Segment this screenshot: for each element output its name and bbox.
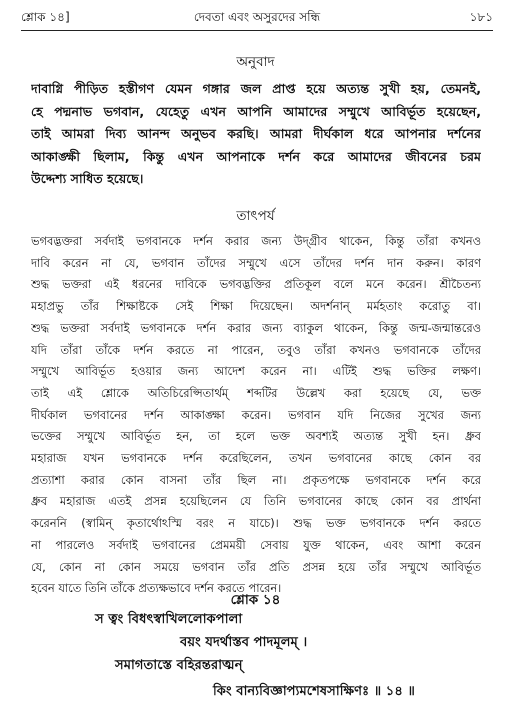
purport-line: দীর্ঘকাল ভগবানের দর্শন আকাঙ্ক্ষা করেন। ভগবান যদি নিজের সুখের জন্য [31, 407, 481, 422]
header-divider [21, 30, 493, 31]
header-verse-ref: শ্লোক ১৪] [21, 10, 70, 24]
purport-line: প্রত্যাশা করার কোন বাসনা তাঁর ছিল না। প্রকৃতপক্ষে ভগবানকে দর্শন করে [31, 472, 481, 487]
purport-line: ভক্তের সম্মুখে আবির্ভূত হন, তা হলে ভক্ত অবশ্যই অত্যন্ত সুখী হন। ধ্রুব [31, 429, 481, 444]
purport-line: যদি তাঁরা তাঁকে দর্শন করতে না পারেন, তবুও তাঁরা কখনও ভগবানকে তাঁদের [31, 342, 481, 357]
translation-line: তাই আমরা দিব্য আনন্দ অনুভব করছি। আমরা দীর্ঘকাল ধরে আপনার দর্শনের [31, 126, 481, 142]
verse-line: স ত্বং বিধৎস্বাখিললোকপালা [95, 612, 243, 627]
verse-line: সমাগতাস্তে বহিরন্তরাত্মন্ [115, 658, 243, 673]
purport-line: দাবি করেন না যে, ভগবান তাঁদের সম্মুখে এসে তাঁদের দর্শন দান করুন। কারণ [31, 255, 481, 270]
translation-line: দাবাগ্নি পীড়িত হস্তীগণ যেমন গঙ্গার জল প্রাপ্ত হয়ে অত্যন্ত সুখী হয়, তেমনই, [31, 81, 481, 96]
purport-line: ভগবদ্ভক্তরা সর্বদাই ভগবানকে দর্শন করার জন্য উদ্‌গ্রীব থাকেন, কিন্তু তাঁরা কখনও [31, 234, 481, 248]
translation-paragraph [31, 78, 481, 191]
header-chapter-title: দেবতা এবং অসুরদের সন্ধি [193, 10, 321, 24]
translation-line: আকাঙ্ক্ষী ছিলাম, কিন্তু এখন আপনাকে দর্শন করে আমাদের জীবনের চরম [31, 148, 481, 164]
translation-heading: অনুবাদ [236, 54, 275, 70]
purport-line: ধ্রুব মহারাজ এতই প্রসন্ন হয়েছিলেন যে তিনি ভগবানের কাছে কোন বর প্রার্থনা [31, 494, 481, 509]
verse-number: শ্লোক ১৪ [230, 592, 281, 608]
page-number: ১৮১ [469, 10, 493, 24]
purport-line: মহারাজ যখন ভগবানকে দর্শন করেছিলেন, তখন ভগবানের কাছে কোন বর [31, 451, 481, 466]
purport-line: তাই এই শ্লোকে অতিচিরেপ্সিতার্থম্ শব্দটির উল্লেখ করা হয়েছে যে, ভক্ত [31, 385, 481, 400]
running-header [21, 6, 493, 28]
verse-line: কিং বান্যবিজ্ঞাপ্যমশেষসাক্ষিণঃ ॥ ১৪ ॥ [213, 684, 415, 699]
purport-line: মহাপ্রভু তাঁর শিক্ষাষ্টকে সেই শিক্ষা দিয়েছেন। অদর্শনান্ মর্মহতাং করোতু বা। [31, 299, 481, 314]
purport-line: শুদ্ধ ভক্তরা সর্বদাই ভগবানকে দর্শন করার জন্য ব্যাকুল থাকেন, কিন্তু জন্ম-জন্মান্তরেও [31, 320, 481, 335]
translation-line: উদ্দেশ্য সাধিত হয়েছে। [31, 171, 144, 187]
purport-line: না পারলেও সর্বদাই ভগবানের প্রেমময়ী সেবায় যুক্ত থাকেন, এবং আশা করেন [31, 537, 481, 552]
purport-line: হবেন যাতে তিনি তাঁকে প্রত্যক্ষভাবে দর্শন করতে পারেন। [31, 581, 282, 596]
purport-line: শুদ্ধ ভক্তরা এই ধরনের দাবিকে ভগবদ্ভক্তির প্রতিকূল বলে মনে করেন। শ্রীচৈতন্য [31, 277, 481, 292]
purport-line: যে, কোন না কোন সময়ে ভগবান তাঁর প্রতি প্রসন্ন হয়ে তাঁর সম্মুখে আবির্ভূত [31, 559, 481, 574]
purport-heading: তাৎপর্য [236, 208, 275, 224]
purport-line: করেননি (স্বামিন্ কৃতার্থোঽস্মি বরং ন যাচে)। শুদ্ধ ভক্ত ভগবানকে দর্শন করতে [31, 516, 481, 531]
verse-line: বয়ং যদর্থাস্তব পাদমূলম্ । [180, 635, 308, 650]
purport-line: সম্মুখে আবির্ভূত হওয়ার জন্য আদেশ করেন না। এটিই শুদ্ধ ভক্তির লক্ষণ। [31, 364, 481, 379]
translation-line: হে পদ্মনাভ ভগবান, যেহেতু এখন আপনি আমাদের সম্মুখে আবির্ভূত হয়েছেন, [31, 103, 481, 119]
purport-paragraph [31, 231, 481, 600]
